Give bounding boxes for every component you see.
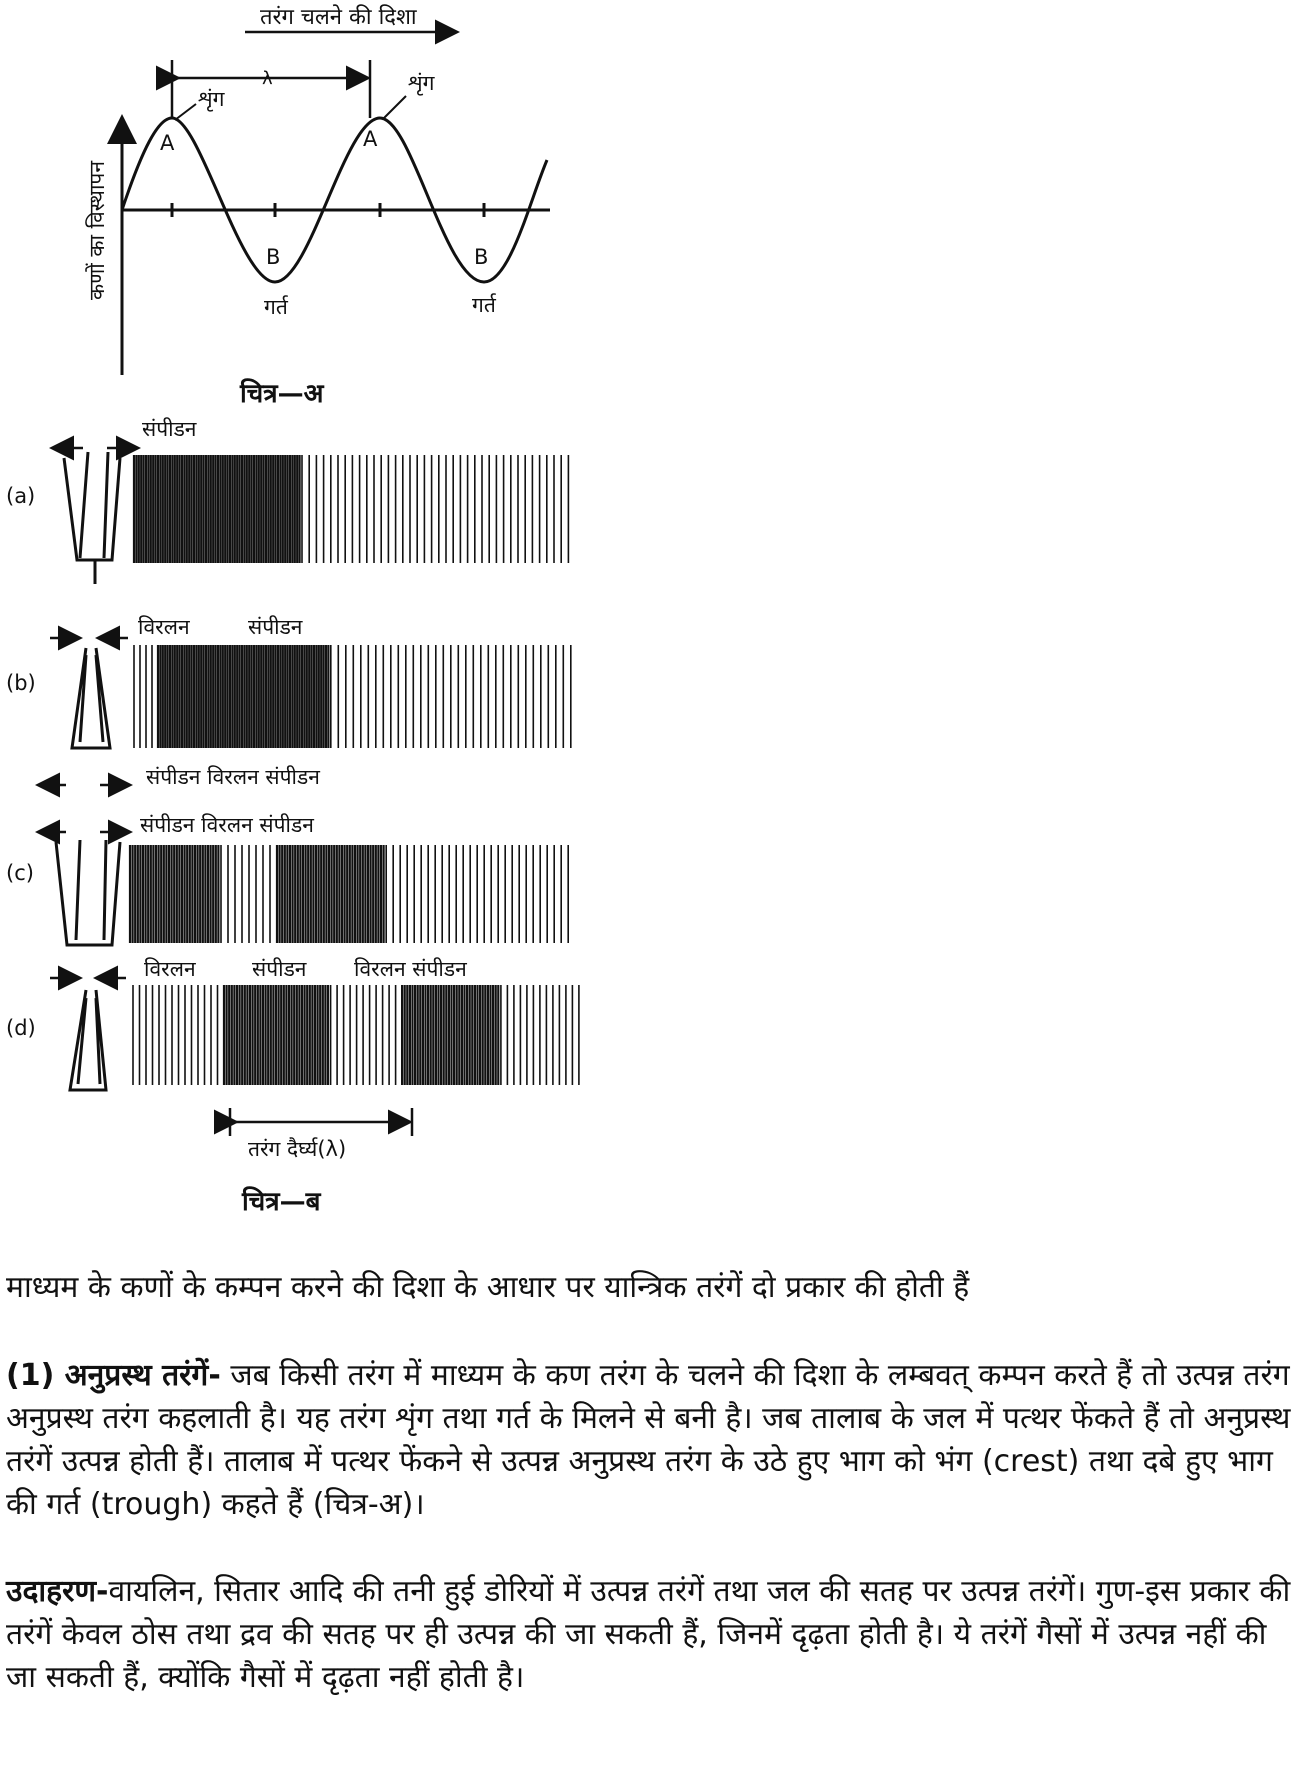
transverse-heading: (1) अनुप्रस्थ तरंगें- xyxy=(6,1358,221,1393)
panel-b xyxy=(6,615,571,748)
trough-label: गर्त xyxy=(472,293,496,317)
example-paragraph xyxy=(6,1570,1302,1699)
example-body: वायलिन, सितार आदि की तनी हुई डोरियों में उत्पन्न तरंगें तथा जल की सतह पर उत्पन्न तरंगें। गुण-इस प्रकार की तरंगें केवल ठोस तथा द्रव की सतह पर ही उत्पन्न की जा सकती हैं, जिनमें दृढ़ता होती है। ये तरंगें गैसों में उत्पन्न नहीं की जा सकती हैं, क्योंकि गैसों में दृढ़ता नहीं होती है। xyxy=(6,1574,1291,1695)
rarefaction-compression-label: विरलन संपीडन xyxy=(354,957,467,981)
point-a: A xyxy=(363,127,378,151)
panel-a-bars xyxy=(134,455,568,563)
wavelength-label: तरंग दैर्घ्य(λ) xyxy=(248,1137,347,1161)
tuning-fork-icon xyxy=(70,990,106,1090)
compression-label: संपीडन xyxy=(142,417,197,441)
rarefaction-label: विरलन xyxy=(144,957,196,981)
compression-label: संपीडन xyxy=(252,957,307,981)
transverse-body: जब किसी तरंग में माध्यम के कण तरंग के चलने की दिशा के लम्बवत् कम्पन करते हैं तो उत्पन्न तरंग अनुप्रस्थ तरंग कहलाती है। यह तरंग शृंग तथा गर्त के मिलने से बनी है। जब तालाब के जल में पत्थर फेंकते हैं तो अनुप्रस्थ तरंगें उत्पन्न होती हैं। तालाब में पत्थर फेंकने से उत्पन्न अनुप्रस्थ तरंग के उठे हुए भाग को भंग (crest) तथा दबे हुए भाग की गर्त (trough) कहते हैं (चित्र-अ)। xyxy=(6,1358,1291,1522)
crest-label: शृंग xyxy=(408,71,435,95)
trough-label: गर्त xyxy=(264,295,288,319)
compression-label: संपीडन xyxy=(248,615,303,639)
panel-b-tag: (b) xyxy=(6,671,36,695)
lambda-label: λ xyxy=(262,68,273,89)
figure-b-caption: चित्र—ब xyxy=(242,1187,321,1217)
transverse-wave-figure xyxy=(85,4,550,409)
y-axis-label: कणों का विस्थापन xyxy=(85,161,109,300)
panel-d xyxy=(6,957,579,1090)
point-a: A xyxy=(160,131,175,155)
crest-label: शृंग xyxy=(198,87,225,111)
panel-c-bars xyxy=(130,845,568,943)
panel-c xyxy=(6,813,568,945)
panel-d-bars xyxy=(133,985,579,1085)
crest-pointer xyxy=(175,104,196,120)
transverse-paragraph xyxy=(6,1354,1302,1526)
tuning-fork-icon xyxy=(72,648,110,748)
tuning-fork-icon xyxy=(64,452,120,584)
tuning-fork-icon xyxy=(56,840,120,945)
panel-c-tag: (c) xyxy=(6,861,34,885)
intro-text: माध्यम के कणों के कम्पन करने की दिशा के आधार पर यान्त्रिक तरंगें दो प्रकार की होती हैं xyxy=(6,1270,970,1305)
longitudinal-wave-figure xyxy=(6,417,579,1217)
example-heading: उदाहरण- xyxy=(6,1574,109,1609)
compression-rarefaction-labels: संपीडन विरलन संपीडन xyxy=(140,813,314,837)
rarefaction-label: विरलन xyxy=(138,615,190,639)
panel-b-bars xyxy=(134,645,571,748)
point-b: B xyxy=(266,245,281,269)
panel-d-tag: (d) xyxy=(6,1016,36,1040)
point-b: B xyxy=(474,245,489,269)
direction-label: तरंग चलने की दिशा xyxy=(260,5,417,30)
panel-a-tag: (a) xyxy=(6,484,36,508)
panel-a xyxy=(6,417,568,584)
between-labels: संपीडन विरलन संपीडन xyxy=(146,765,320,789)
crest-pointer xyxy=(384,96,406,118)
figure-a-caption: चित्र—अ xyxy=(240,379,324,409)
intro-paragraph xyxy=(6,1266,1302,1309)
